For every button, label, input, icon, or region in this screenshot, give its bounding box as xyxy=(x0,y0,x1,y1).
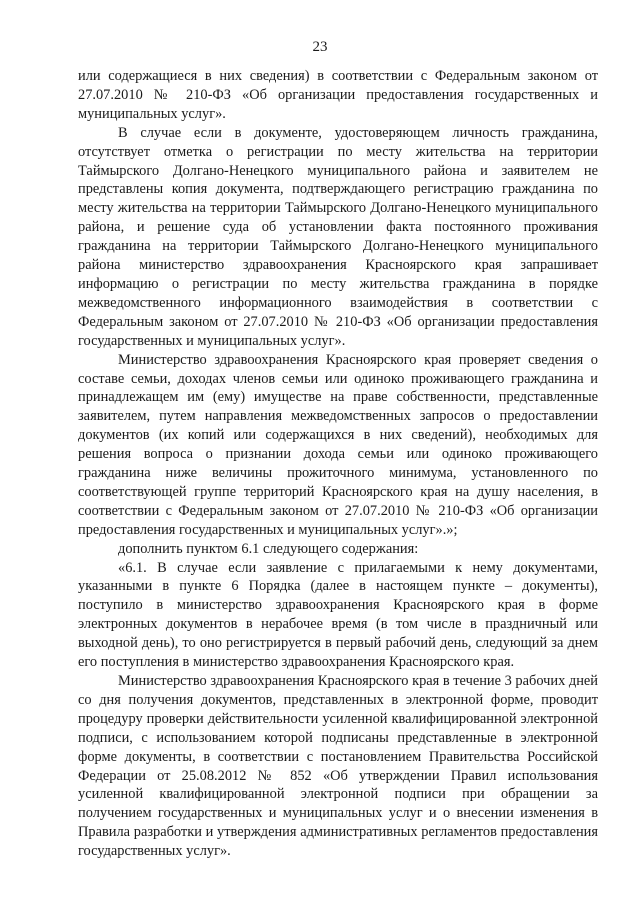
paragraph: Министерство здравоохранения Красноярского края проверяет сведения о составе семьи, доходах членов семьи или одиноко проживающего гражданина и принадлежащем им (ему) имуществе на праве собственности, представленные заявителем, путем направления межведомственных запросов о предоставлении документов (их копий или содержащихся в них сведений), необходимых для решения вопроса о признании дохода семьи или одиноко проживающего гражданина ниже величины прожиточного минимума, установленного по соответствующей группе территорий Красноярского края на душу населения, в соответствии с Федеральным законом от 27.07.2010 № 210-ФЗ «Об организации предоставления государственных и муниципальных услуг».»; xyxy=(78,351,598,538)
paragraph: дополнить пунктом 6.1 следующего содержания: xyxy=(118,540,419,557)
paragraph: «6.1. В случае если заявление с прилагаемыми к нему документами, указанными в пункте 6 Порядка (далее в настоящем пункте – документы), поступило в министерство здравоохранения Красноярского края в форме электронных документов в нерабочее время (в том числе в праздничный или выходной день), то оно регистрируется в первый рабочий день, следующий за днем его поступления в министерство здравоохранения Красноярского края. xyxy=(78,559,598,671)
paragraph: или содержащиеся в них сведения) в соответствии с Федеральным законом от 27.07.2010 № 210-ФЗ «Об организации предоставления государственных и муниципальных услуг». xyxy=(78,68,598,122)
document-body xyxy=(78,67,598,861)
paragraph: Министерство здравоохранения Красноярского края в течение 3 рабочих дней со дня получения документов, представленных в электронной форме, проводит процедуру проверки действительности усиленной квалифицированной электронной подписи, с использованием которой подписаны представленные в электронной форме документы, в соответствии с постановлением Правительства Российской Федерации от 25.08.2012 № 852 «Об утверждении Правил использования усиленной квалифицированной электронной подписи при обращении за получением государственных и муниципальных услуг и о внесении изменения в Правила разработки и утверждения административных регламентов предоставления государственных услуг». xyxy=(78,673,598,860)
page-number: 23 xyxy=(312,39,328,55)
paragraph: В случае если в документе, удостоверяющем личность гражданина, отсутствует отметка о регистрации по месту жительства на территории Таймырского Долгано-Ненецкого муниципального района и заявителем не представлены копия документа, подтверждающего регистрацию гражданина по месту жительства на территории Таймырского Долгано-Ненецкого муниципального района, и решение суда об установлении факта постоянного проживания гражданина на территории Таймырского Долгано-Ненецкого муниципального района министерство здравоохранения Красноярского края запрашивает информацию о регистрации по месту жительства гражданина в порядке межведомственного информационного взаимодействия в соответствии с Федеральным законом от 27.07.2010 № 210-ФЗ «Об организации предоставления государственных и муниципальных услуг». xyxy=(78,124,598,349)
